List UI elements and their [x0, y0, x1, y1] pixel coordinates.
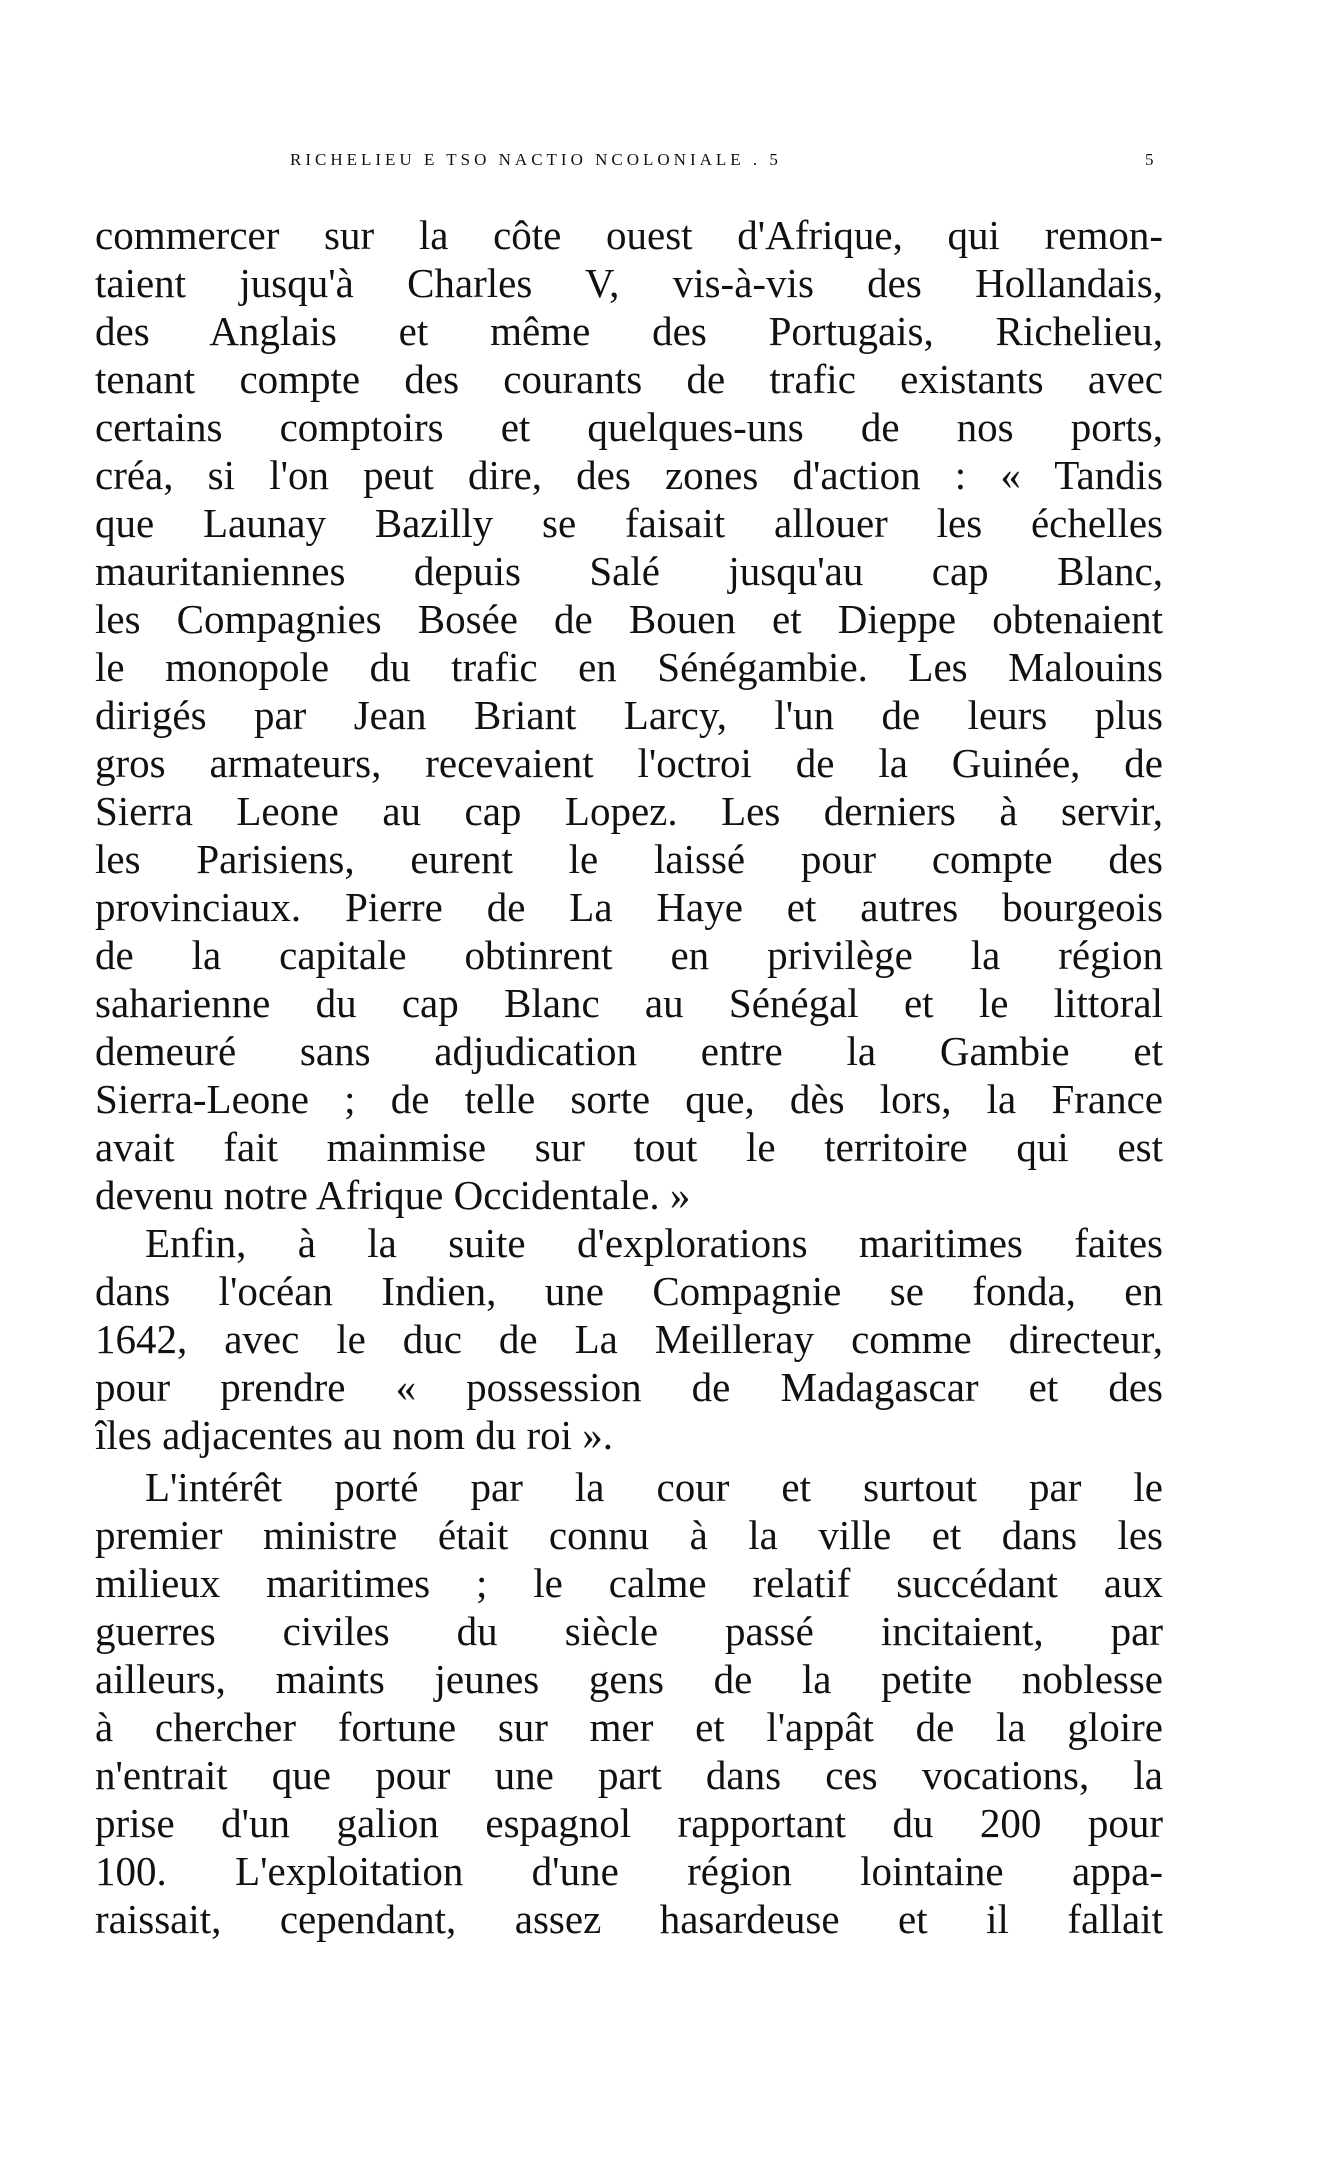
page-number: 5: [1145, 150, 1158, 169]
text-block: [95, 211, 1163, 1943]
text-line: L'intérêt porté par la cour et surtout par le: [145, 1464, 1163, 1510]
running-head: [0, 148, 1337, 172]
paragraph-1: [95, 211, 1163, 1219]
text-line: mauritaniennes depuis Salé jusqu'au cap Blanc,: [95, 548, 1163, 594]
text-line: de la capitale obtinrent en privilège la région: [95, 932, 1163, 978]
text-line: raissait, cependant, assez hasardeuse et il fallait: [95, 1896, 1163, 1942]
text-line: taient jusqu'à Charles V, vis-à-vis des Hollandais,: [95, 260, 1163, 306]
text-line: tenant compte des courants de trafic existants avec: [95, 356, 1163, 402]
text-line: commercer sur la côte ouest d'Afrique, qui remon-: [95, 212, 1163, 258]
text-line: les Parisiens, eurent le laissé pour compte des: [95, 836, 1163, 882]
text-line: certains comptoirs et quelques-uns de nos ports,: [95, 404, 1163, 450]
paragraph-3: [95, 1463, 1163, 1943]
text-line: dirigés par Jean Briant Larcy, l'un de leurs plus: [95, 692, 1163, 738]
text-line: dans l'océan Indien, une Compagnie se fonda, en: [95, 1268, 1163, 1314]
text-line: provinciaux. Pierre de La Haye et autres bourgeois: [95, 884, 1163, 930]
text-line: devenu notre Afrique Occidentale. »: [95, 1172, 691, 1218]
text-line: avait fait mainmise sur tout le territoire qui est: [95, 1124, 1163, 1170]
text-line: à chercher fortune sur mer et l'appât de la gloire: [95, 1704, 1163, 1750]
text-line: que Launay Bazilly se faisait allouer les échelles: [95, 500, 1163, 546]
text-line: des Anglais et même des Portugais, Richelieu,: [95, 308, 1163, 354]
text-line: premier ministre était connu à la ville et dans les: [95, 1512, 1163, 1558]
text-line: n'entrait que pour une part dans ces vocations, la: [95, 1752, 1163, 1798]
text-line: 100. L'exploitation d'une région lointaine appa-: [95, 1848, 1163, 1894]
paragraph-2: [95, 1219, 1163, 1459]
text-line: 1642, avec le duc de La Meilleray comme directeur,: [95, 1316, 1163, 1362]
running-title: RICHELIEU E TSO NACTIO NCOLONIALE . 5: [290, 150, 782, 169]
text-line: le monopole du trafic en Sénégambie. Les Malouins: [95, 644, 1163, 690]
text-line: les Compagnies Bosée de Bouen et Dieppe obtenaient: [95, 596, 1163, 642]
text-line: gros armateurs, recevaient l'octroi de la Guinée, de: [95, 740, 1163, 786]
text-line: Sierra Leone au cap Lopez. Les derniers à servir,: [95, 788, 1163, 834]
text-line: Enfin, à la suite d'explorations maritimes faites: [145, 1220, 1163, 1266]
text-line: îles adjacentes au nom du roi ».: [95, 1412, 614, 1458]
text-line: milieux maritimes ; le calme relatif succédant aux: [95, 1560, 1163, 1606]
text-line: créa, si l'on peut dire, des zones d'action : « Tandis: [95, 452, 1163, 498]
text-line: ailleurs, maints jeunes gens de la petite noblesse: [95, 1656, 1163, 1702]
text-line: demeuré sans adjudication entre la Gambie et: [95, 1028, 1163, 1074]
text-line: prise d'un galion espagnol rapportant du 200 pour: [95, 1800, 1163, 1846]
text-line: Sierra-Leone ; de telle sorte que, dès lors, la France: [95, 1076, 1163, 1122]
text-line: pour prendre « possession de Madagascar et des: [95, 1364, 1163, 1410]
text-line: saharienne du cap Blanc au Sénégal et le littoral: [95, 980, 1163, 1026]
text-line: guerres civiles du siècle passé incitaient, par: [95, 1608, 1163, 1654]
